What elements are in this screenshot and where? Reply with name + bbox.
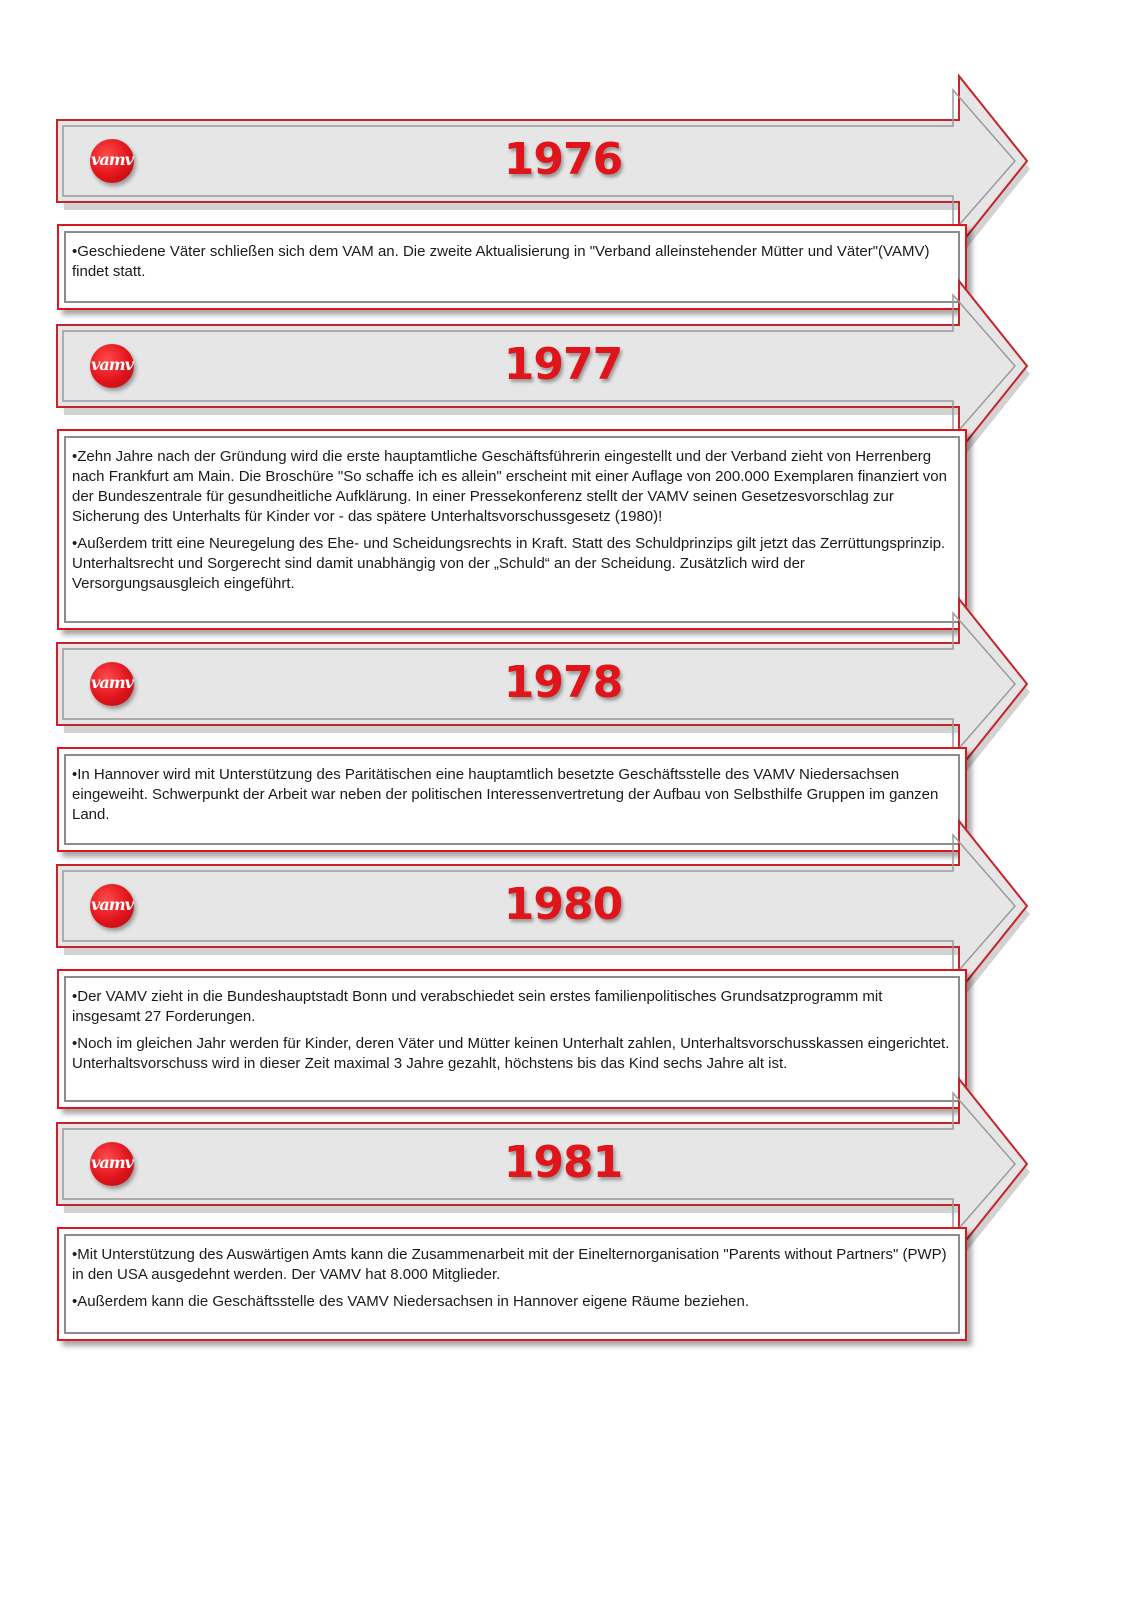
logo-text: vamv xyxy=(91,895,133,914)
year-heading: 1976 xyxy=(503,134,623,185)
event-box-1981 xyxy=(57,1227,967,1341)
year-heading: 1981 xyxy=(503,1137,623,1188)
logo-text: vamv xyxy=(91,355,133,374)
logo-text: vamv xyxy=(91,150,133,169)
event-paragraph: •Geschiedene Väter schließen sich dem VAM an. Die zweite Aktualisierung in "Verband alleinstehender Mütter und Väter"(VAMV) findet statt. xyxy=(72,243,930,280)
event-box-inner xyxy=(64,436,960,623)
event-box-inner xyxy=(64,1234,960,1334)
event-paragraph: •Zehn Jahre nach der Gründung wird die erste hauptamtliche Geschäftsführerin eingestellt und der Verband zieht von Herrenberg nach Frankfurt am Main. Die Broschüre "So schaffe ich es allein" erscheint mit einer Auflage von 200.000 Exemplaren finanziert von der Bundeszentrale für gesundheitliche Aufklärung. In einer Pressekonferenz stellt der VAMV seinen Gesetzesvorschlag zur Sicherung des Unterhalts für Kinder vor - das spätere Unterhaltsvorschussgesetz (1980)! xyxy=(72,448,947,525)
logo-text: vamv xyxy=(91,1153,133,1172)
logo-text: vamv xyxy=(91,673,133,692)
event-paragraph: •Mit Unterstützung des Auswärtigen Amts kann die Zusammenarbeit mit der Einelternorganisation "Parents without Partners" (PWP) in den USA ausgedehnt werden. Der VAMV hat 8.000 Mitglieder. xyxy=(72,1246,947,1283)
event-paragraph: •Außerdem kann die Geschäftsstelle des VAMV Niedersachsen in Hannover eigene Räume beziehen. xyxy=(72,1293,750,1310)
event-paragraph: •In Hannover wird mit Unterstützung des Paritätischen eine hauptamtlich besetzte Geschäftsstelle des VAMV Niedersachsen eingeweiht. Schwerpunkt der Arbeit war neben der politischen Interessenvertretung der Aufbau von Selbsthilfe Gruppen im ganzen Land. xyxy=(72,766,939,823)
year-heading: 1978 xyxy=(503,657,623,708)
event-paragraph: •Außerdem tritt eine Neuregelung des Ehe- und Scheidungsrechts in Kraft. Statt des Schuldprinzips gilt jetzt das Zerrüttungsprinzip. Unterhaltsrecht und Sorgerecht sind damit unabhängig von der „Schuld“ an der Scheidung. Zusätzlich wird der Versorgungsausgleich eingeführt. xyxy=(72,535,946,592)
event-paragraph: •Der VAMV zieht in die Bundeshauptstadt Bonn und verabschiedet sein erstes familienpolitisches Grundsatzprogramm mit insgesamt 27 Forderungen. xyxy=(72,988,883,1025)
year-heading: 1980 xyxy=(503,879,623,930)
event-paragraph: •Noch im gleichen Jahr werden für Kinder, deren Väter und Mütter keinen Unterhalt zahlen, Unterhaltsvorschusskassen eingerichtet. Unterhaltsvorschuss wird in dieser Zeit maximal 3 Jahre gezahlt, höchstens bis das Kind sechs Jahre alt ist. xyxy=(72,1035,950,1072)
year-heading: 1977 xyxy=(503,339,623,390)
